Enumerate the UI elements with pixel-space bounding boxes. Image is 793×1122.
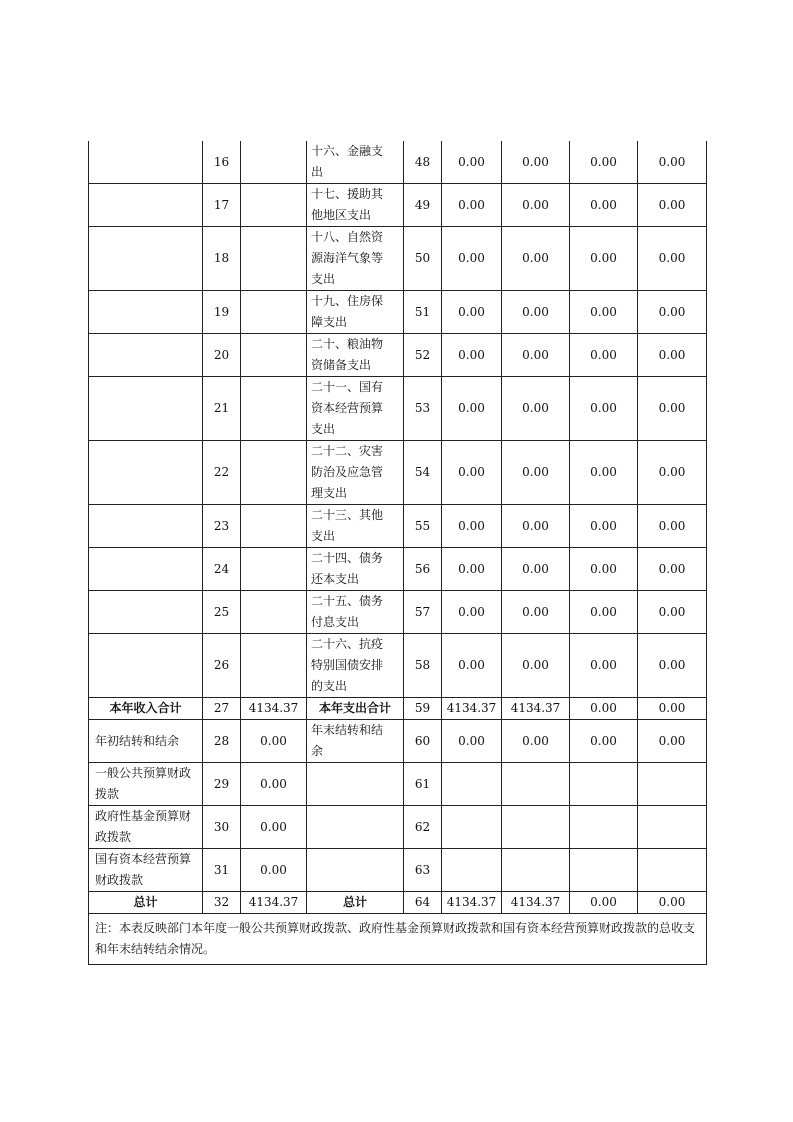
- right-item-label: [307, 291, 404, 334]
- right-item-label: [307, 806, 404, 849]
- table-row: [89, 377, 707, 441]
- fund-budget-amount: 0.00: [570, 377, 638, 441]
- state-capital-amount: 0.00: [638, 184, 707, 227]
- left-line-number: 27: [203, 698, 241, 720]
- left-item-label-text: 国有资本经营预算 财政拨款: [95, 852, 192, 887]
- left-item-label: [89, 634, 203, 698]
- right-item-label: [307, 849, 404, 892]
- total-amount: 4134.37: [442, 698, 502, 720]
- left-amount: 0.00: [241, 720, 307, 763]
- left-amount: [241, 184, 307, 227]
- left-line-number: 20: [203, 334, 241, 377]
- total-amount: 0.00: [442, 548, 502, 591]
- state-capital-amount: 0.00: [638, 291, 707, 334]
- left-item-label: 总计: [89, 892, 203, 914]
- right-line-number: 54: [404, 441, 442, 505]
- general-budget-amount: 4134.37: [502, 698, 570, 720]
- right-item-label: [307, 763, 404, 806]
- left-line-number: 23: [203, 505, 241, 548]
- state-capital-amount: [638, 806, 707, 849]
- fund-budget-amount: 0.00: [570, 227, 638, 291]
- right-item-label: [307, 377, 404, 441]
- general-budget-amount: 0.00: [502, 227, 570, 291]
- left-item-label: [89, 591, 203, 634]
- table-row: [89, 698, 707, 720]
- left-line-number: 28: [203, 720, 241, 763]
- total-amount: 0.00: [442, 184, 502, 227]
- left-line-number: 17: [203, 184, 241, 227]
- fund-budget-amount: 0.00: [570, 634, 638, 698]
- general-budget-amount: [502, 806, 570, 849]
- right-line-number: 48: [404, 141, 442, 184]
- general-budget-amount: 0.00: [502, 720, 570, 763]
- left-item-label-text: 一般公共预算财政 拨款: [95, 766, 192, 801]
- total-amount: 0.00: [442, 227, 502, 291]
- total-amount: [442, 849, 502, 892]
- right-line-number: 53: [404, 377, 442, 441]
- total-amount: 0.00: [442, 441, 502, 505]
- fund-budget-amount: 0.00: [570, 720, 638, 763]
- left-amount: [241, 291, 307, 334]
- left-amount: 0.00: [241, 849, 307, 892]
- table-row: [89, 806, 707, 849]
- left-line-number: 29: [203, 763, 241, 806]
- total-amount: 0.00: [442, 634, 502, 698]
- fund-budget-amount: [570, 849, 638, 892]
- right-item-label: 本年支出合计: [307, 698, 404, 720]
- left-amount: 4134.37: [241, 698, 307, 720]
- right-item-label: [307, 548, 404, 591]
- right-item-label-text: 十六、金融支 出: [311, 144, 384, 179]
- right-item-label: [307, 334, 404, 377]
- right-line-number: 61: [404, 763, 442, 806]
- left-amount: [241, 548, 307, 591]
- note-row: [89, 914, 707, 965]
- state-capital-amount: 0.00: [638, 698, 707, 720]
- left-item-label: [89, 548, 203, 591]
- left-item-label: [89, 763, 203, 806]
- fund-budget-amount: 0.00: [570, 334, 638, 377]
- right-item-label-text: 二十五、债务 付息支出: [311, 594, 384, 629]
- right-line-number: 58: [404, 634, 442, 698]
- table-row: [89, 634, 707, 698]
- table-row: [89, 892, 707, 914]
- right-line-number: 63: [404, 849, 442, 892]
- right-line-number: 62: [404, 806, 442, 849]
- left-item-label: [89, 291, 203, 334]
- right-line-number: 52: [404, 334, 442, 377]
- total-amount: [442, 763, 502, 806]
- right-item-label-text: 十八、自然资 源海洋气象等 支出: [311, 230, 384, 286]
- general-budget-amount: 0.00: [502, 505, 570, 548]
- right-item-label: [307, 591, 404, 634]
- right-line-number: 59: [404, 698, 442, 720]
- table-row: [89, 505, 707, 548]
- table-row: [89, 763, 707, 806]
- left-item-label: [89, 184, 203, 227]
- state-capital-amount: 0.00: [638, 441, 707, 505]
- total-amount: 0.00: [442, 377, 502, 441]
- left-amount: [241, 141, 307, 184]
- right-item-label: [307, 720, 404, 763]
- left-line-number: 16: [203, 141, 241, 184]
- right-item-label-text: 二十六、抗疫 特别国债安排 的支出: [311, 637, 384, 693]
- general-budget-amount: 0.00: [502, 291, 570, 334]
- left-item-label: [89, 227, 203, 291]
- left-item-label: [89, 720, 203, 763]
- general-budget-amount: 0.00: [502, 334, 570, 377]
- left-amount: [241, 377, 307, 441]
- table-row: [89, 441, 707, 505]
- table-row: [89, 291, 707, 334]
- table-row: [89, 720, 707, 763]
- left-amount: [241, 634, 307, 698]
- right-item-label-text: 二十四、债务 还本支出: [311, 551, 384, 586]
- right-item-label: [307, 634, 404, 698]
- left-item-label-text: 年初结转和结余: [95, 733, 180, 748]
- right-item-label-text: 十七、援助其 他地区支出: [311, 187, 384, 222]
- general-budget-amount: [502, 763, 570, 806]
- right-line-number: 57: [404, 591, 442, 634]
- left-amount: 0.00: [241, 763, 307, 806]
- table-row: [89, 184, 707, 227]
- right-item-label-text: 二十三、其他 支出: [311, 508, 384, 543]
- left-item-label: [89, 141, 203, 184]
- table-row: [89, 141, 707, 184]
- state-capital-amount: 0.00: [638, 227, 707, 291]
- left-item-label: [89, 441, 203, 505]
- left-amount: [241, 334, 307, 377]
- fund-budget-amount: [570, 806, 638, 849]
- right-item-label: [307, 441, 404, 505]
- right-item-label-text: 二十、粮油物 资储备支出: [311, 337, 384, 372]
- state-capital-amount: 0.00: [638, 892, 707, 914]
- left-item-label: 本年收入合计: [89, 698, 203, 720]
- fund-budget-amount: 0.00: [570, 291, 638, 334]
- general-budget-amount: 4134.37: [502, 892, 570, 914]
- left-amount: [241, 227, 307, 291]
- left-line-number: 19: [203, 291, 241, 334]
- table-note: 注：本表反映部门本年度一般公共预算财政拨款、政府性基金预算财政拨款和国有资本经营预算财政拨款的总收支和年末结转结余情况。: [89, 914, 707, 965]
- fund-budget-amount: 0.00: [570, 441, 638, 505]
- right-item-label: [307, 184, 404, 227]
- total-amount: 0.00: [442, 505, 502, 548]
- left-amount: 4134.37: [241, 892, 307, 914]
- state-capital-amount: 0.00: [638, 548, 707, 591]
- left-item-label: [89, 505, 203, 548]
- table-row: [89, 334, 707, 377]
- general-budget-amount: 0.00: [502, 141, 570, 184]
- total-amount: 0.00: [442, 720, 502, 763]
- left-line-number: 21: [203, 377, 241, 441]
- state-capital-amount: 0.00: [638, 720, 707, 763]
- fund-budget-amount: 0.00: [570, 548, 638, 591]
- right-item-label: 总计: [307, 892, 404, 914]
- general-budget-amount: 0.00: [502, 634, 570, 698]
- table-row: [89, 227, 707, 291]
- table-row: [89, 548, 707, 591]
- left-amount: [241, 591, 307, 634]
- right-item-label-text: 二十二、灾害 防治及应急管 理支出: [311, 444, 384, 500]
- left-amount: [241, 441, 307, 505]
- state-capital-amount: 0.00: [638, 377, 707, 441]
- right-line-number: 49: [404, 184, 442, 227]
- fund-budget-amount: [570, 763, 638, 806]
- general-budget-amount: 0.00: [502, 548, 570, 591]
- fund-budget-amount: 0.00: [570, 591, 638, 634]
- left-line-number: 18: [203, 227, 241, 291]
- state-capital-amount: 0.00: [638, 334, 707, 377]
- right-line-number: 50: [404, 227, 442, 291]
- general-budget-amount: 0.00: [502, 377, 570, 441]
- right-line-number: 51: [404, 291, 442, 334]
- state-capital-amount: 0.00: [638, 505, 707, 548]
- right-item-label: [307, 141, 404, 184]
- left-item-label: [89, 806, 203, 849]
- right-item-label-text: 年末结转和结 余: [311, 723, 384, 758]
- left-amount: [241, 505, 307, 548]
- left-item-label: [89, 849, 203, 892]
- total-amount: [442, 806, 502, 849]
- total-amount: 4134.37: [442, 892, 502, 914]
- left-line-number: 25: [203, 591, 241, 634]
- right-line-number: 60: [404, 720, 442, 763]
- total-amount: 0.00: [442, 141, 502, 184]
- general-budget-amount: 0.00: [502, 184, 570, 227]
- fund-budget-amount: 0.00: [570, 141, 638, 184]
- left-line-number: 31: [203, 849, 241, 892]
- state-capital-amount: 0.00: [638, 634, 707, 698]
- left-line-number: 24: [203, 548, 241, 591]
- total-amount: 0.00: [442, 591, 502, 634]
- general-budget-amount: 0.00: [502, 591, 570, 634]
- table-row: [89, 591, 707, 634]
- state-capital-amount: 0.00: [638, 141, 707, 184]
- total-amount: 0.00: [442, 334, 502, 377]
- state-capital-amount: [638, 849, 707, 892]
- right-item-label: [307, 505, 404, 548]
- state-capital-amount: [638, 763, 707, 806]
- right-item-label: [307, 227, 404, 291]
- left-line-number: 32: [203, 892, 241, 914]
- left-amount: 0.00: [241, 806, 307, 849]
- left-line-number: 26: [203, 634, 241, 698]
- right-line-number: 55: [404, 505, 442, 548]
- left-item-label: [89, 334, 203, 377]
- table-body: [89, 141, 707, 965]
- left-line-number: 22: [203, 441, 241, 505]
- left-line-number: 30: [203, 806, 241, 849]
- right-item-label-text: 二十一、国有 资本经营预算 支出: [311, 380, 384, 436]
- budget-summary-table: [88, 141, 707, 965]
- table-row: [89, 849, 707, 892]
- fund-budget-amount: 0.00: [570, 892, 638, 914]
- left-item-label: [89, 377, 203, 441]
- fund-budget-amount: 0.00: [570, 698, 638, 720]
- fund-budget-amount: 0.00: [570, 184, 638, 227]
- total-amount: 0.00: [442, 291, 502, 334]
- right-item-label-text: 十九、住房保 障支出: [311, 294, 384, 329]
- right-line-number: 64: [404, 892, 442, 914]
- general-budget-amount: 0.00: [502, 441, 570, 505]
- general-budget-amount: [502, 849, 570, 892]
- left-item-label-text: 政府性基金预算财 政拨款: [95, 809, 192, 844]
- fund-budget-amount: 0.00: [570, 505, 638, 548]
- right-line-number: 56: [404, 548, 442, 591]
- state-capital-amount: 0.00: [638, 591, 707, 634]
